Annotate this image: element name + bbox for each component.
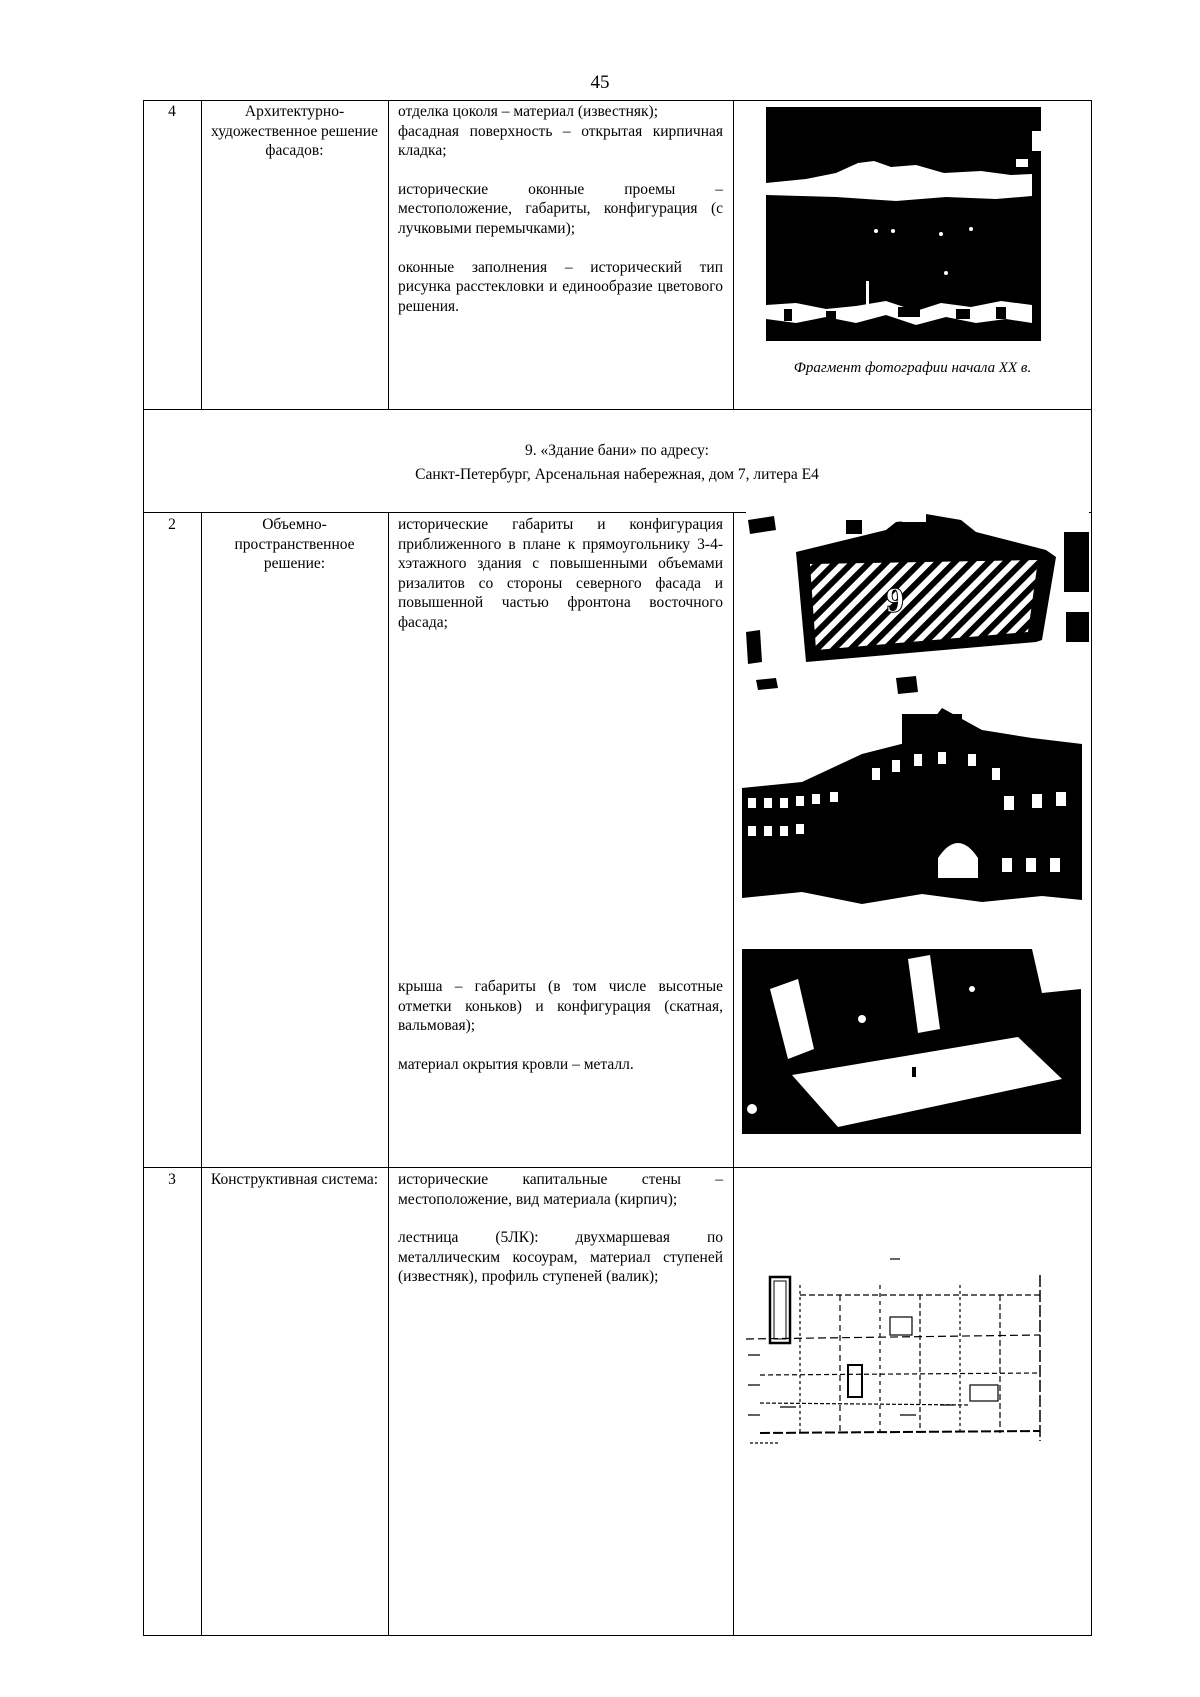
- description-paragraph: исторические капитальные стены – местоположение, вид материала (кирпич);: [398, 1171, 723, 1208]
- historic-photo-fragment: [766, 101, 1060, 341]
- row-number: 2: [168, 516, 176, 533]
- description-paragraph: лестница (5ЛК): двухмаршевая по металлическим косоурам, материал ступеней (известняк), профиль ступеней (валик);: [398, 1229, 723, 1286]
- building-photo: [742, 708, 1082, 924]
- row-description: [398, 515, 723, 633]
- row-number: 3: [168, 1171, 176, 1188]
- section-address: Санкт-Петербург, Арсенальная набережная, дом 7, литера Е4: [415, 466, 819, 483]
- description-paragraph: материал окрытия кровли – металл.: [398, 1055, 634, 1073]
- description-paragraph: отделка цоколя – материал (известняк);: [398, 103, 659, 120]
- row-description: [398, 102, 723, 316]
- description-paragraph: исторические оконные проемы – местоположение, габариты, конфигурация (с лучковыми перемычками);: [398, 180, 723, 237]
- site-plan-map: [746, 512, 1089, 700]
- row-category: Архитектурно-художественное решение фасадов:: [211, 103, 378, 160]
- description-paragraph: крыша – габариты (в том числе высотные отметки коньков) и конфигурация (скатная, вальмовая);: [398, 978, 723, 1035]
- description-paragraph: оконные заполнения – исторический тип рисунка расстекловки и единообразие цветового решения.: [398, 258, 723, 315]
- photo-caption: Фрагмент фотографии начала XX в.: [793, 360, 1032, 376]
- row-category: Объемно-пространственное решение:: [234, 516, 355, 573]
- row-number: 4: [168, 103, 176, 120]
- page-number: 45: [590, 72, 610, 93]
- map-label: 9: [886, 580, 904, 620]
- section-heading: 9. «Здание бани» по адресу:: [525, 442, 709, 459]
- row-description-roof: [398, 977, 723, 1074]
- description-paragraph: фасадная поверхность – открытая кирпичная кладка;: [398, 122, 723, 160]
- floor-plan-drawing: [740, 1255, 1065, 1450]
- description-paragraph: исторические габариты и конфигурация приближенного в плане к прямоугольнику 3-4-хэтажного здания с повышенными объемами ризалитов со стороны северного фасада и повышенной частью фронтона восточного фасада;: [398, 516, 723, 631]
- row-category: Конструктивная система:: [210, 1171, 379, 1188]
- roof-photo: [742, 949, 1081, 1134]
- row-description: [398, 1170, 723, 1287]
